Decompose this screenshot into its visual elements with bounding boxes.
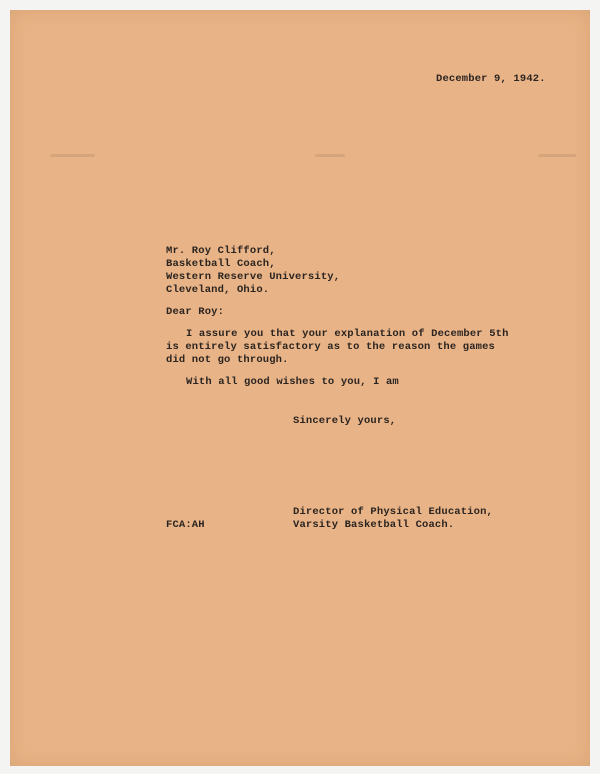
recipient-city: Cleveland, Ohio.	[166, 284, 270, 296]
body-line: I assure you that your explanation of December 5th	[186, 328, 509, 340]
complimentary-closing: Sincerely yours,	[293, 415, 397, 427]
body-line: is entirely satisfactory as to the reason the games	[166, 341, 496, 353]
faint-bleed-mark	[538, 154, 576, 157]
letter-date: December 9, 1942.	[436, 73, 546, 85]
faint-bleed-mark	[50, 154, 95, 157]
letter-page	[10, 10, 590, 766]
recipient-name: Mr. Roy Clifford,	[166, 245, 276, 257]
typist-initials: FCA:AH	[166, 519, 205, 531]
body-line: With all good wishes to you, I am	[186, 376, 399, 388]
salutation: Dear Roy:	[166, 306, 225, 318]
faint-bleed-mark	[315, 154, 345, 157]
signature-title: Varsity Basketball Coach.	[293, 519, 455, 531]
body-line: did not go through.	[166, 354, 289, 366]
signature-title: Director of Physical Education,	[293, 506, 493, 518]
recipient-organization: Western Reserve University,	[166, 271, 341, 283]
recipient-title: Basketball Coach,	[166, 258, 276, 270]
